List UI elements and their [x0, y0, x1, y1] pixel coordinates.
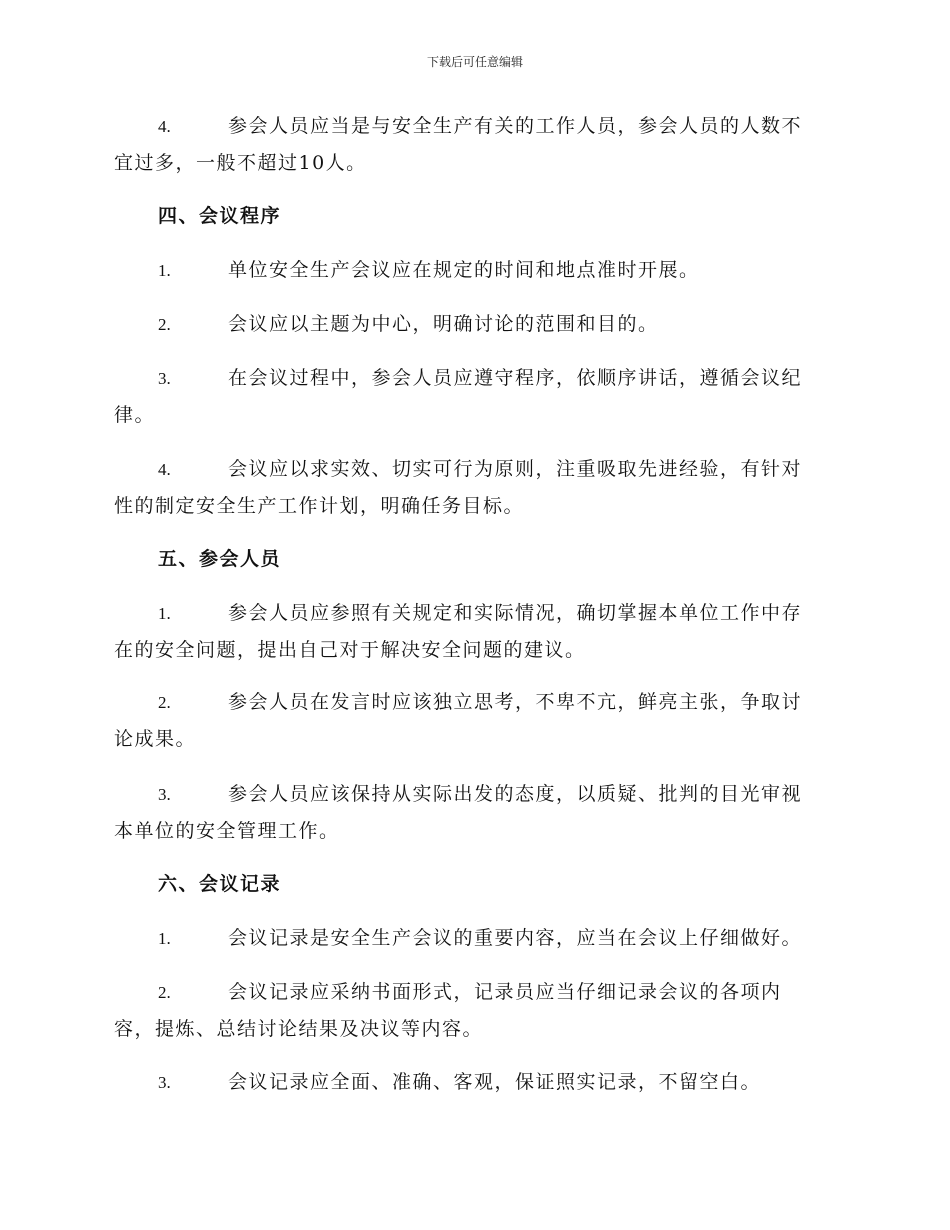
item-number: 4.	[158, 117, 171, 136]
section-heading	[114, 541, 834, 578]
list-item	[114, 252, 834, 289]
list-item	[114, 1064, 834, 1101]
list-item	[114, 684, 834, 758]
item-number: 4.	[158, 460, 171, 479]
item-text: 会议记录应全面、准确、客观，保证照实记录，不留空白。	[228, 1071, 762, 1093]
section-heading-text: 五、参会人员	[158, 548, 282, 570]
item-text: 参会人员应当是与安全生产有关的工作人员，参会人员的人数不	[228, 115, 803, 137]
item-number: 2.	[158, 315, 171, 334]
item-text: 会议应以主题为中心，明确讨论的范围和目的。	[228, 313, 659, 335]
list-item	[114, 108, 834, 182]
item-text: 参会人员应参照有关规定和实际情况，确切掌握本单位工作中存	[228, 602, 803, 624]
item-number: 3.	[158, 785, 171, 804]
item-number: 2.	[158, 693, 171, 712]
section-heading	[114, 866, 834, 903]
item-text-continued: 性的制定安全生产工作计划，明确任务目标。	[114, 495, 525, 517]
list-item	[114, 360, 834, 434]
item-text-continued: 在的安全问题，提出自己对于解决安全问题的建议。	[114, 639, 586, 661]
item-number: 1.	[158, 261, 171, 280]
item-text: 会议记录是安全生产会议的重要内容，应当在会议上仔细做好。	[228, 927, 803, 949]
item-text: 会议记录应采纳书面形式，记录员应当仔细记录会议的各项内	[228, 981, 782, 1003]
item-text: 参会人员在发言时应该独立思考，不卑不亢，鲜亮主张，争取讨	[228, 691, 803, 713]
section-heading-text: 四、会议程序	[158, 205, 282, 227]
item-number: 2.	[158, 983, 171, 1002]
list-item	[114, 776, 834, 850]
item-text: 单位安全生产会议应在规定的时间和地点准时开展。	[228, 259, 700, 281]
section-heading-text: 六、会议记录	[158, 873, 282, 895]
item-text-continued: 宜过多，一般不超过10人。	[114, 152, 367, 174]
list-item	[114, 595, 834, 669]
item-text: 在会议过程中，参会人员应遵守程序，依顺序讲话，遵循会议纪	[228, 367, 803, 389]
item-text-continued: 本单位的安全管理工作。	[114, 820, 340, 842]
list-item	[114, 974, 834, 1048]
item-number: 1.	[158, 604, 171, 623]
item-text-continued: 容，提炼、总结讨论结果及决议等内容。	[114, 1018, 484, 1040]
item-number: 3.	[158, 369, 171, 388]
page-header: 下载后可任意编辑	[426, 55, 523, 69]
section-heading	[114, 198, 834, 235]
list-item	[114, 920, 834, 957]
list-item	[114, 306, 834, 343]
item-text: 参会人员应该保持从实际出发的态度，以质疑、批判的目光审视	[228, 783, 803, 805]
item-number: 3.	[158, 1073, 171, 1092]
list-item	[114, 451, 834, 525]
item-text: 会议应以求实效、切实可行为原则，注重吸取先进经验，有针对	[228, 458, 803, 480]
item-number: 1.	[158, 929, 171, 948]
item-text-continued: 律。	[114, 404, 156, 426]
item-text-continued: 论成果。	[114, 728, 197, 750]
